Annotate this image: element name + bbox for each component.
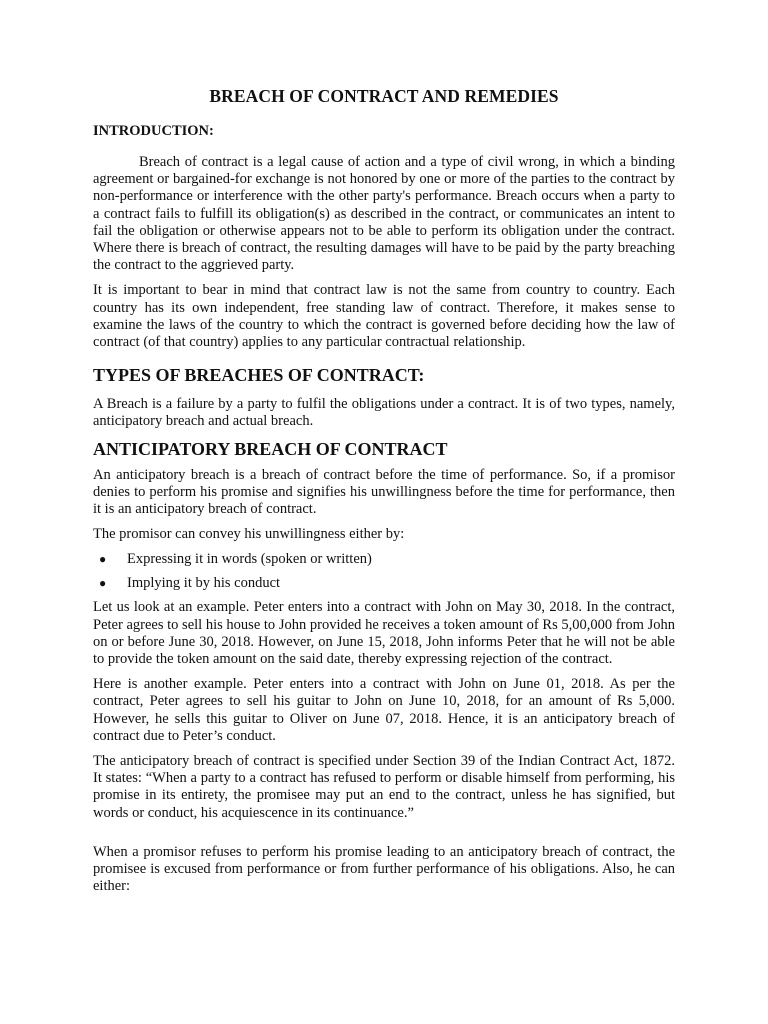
list-item-text: Expressing it in words (spoken or written) (127, 551, 372, 568)
list-item-text: Implying it by his conduct (127, 575, 281, 592)
bullet-icon: ● (99, 552, 107, 567)
bullet-icon: ● (99, 576, 107, 591)
introduction-paragraph-2: It is important to bear in mind that contract law is not the same from country to country. Each country has its own independent, free standing law of contract. Therefore, it makes sense to examine the laws of the country to which the contract is governed before deciding how the law of contract (of that country) applies to any particular contractual relationship. (93, 282, 675, 351)
example-paragraph-1: Let us look at an example. Peter enters into a contract with John on May 30, 2018. In the contract, Peter agrees to sell his house to John provided he receives a token amount of Rs 5,00,000 from John on or before June 30, 2018. However, on June 15, 2018, John informs Peter that he will not be able to provide the token amount on the said date, thereby expressing rejection of the contract. (93, 599, 675, 668)
anticipatory-paragraph-2: The promisor can convey his unwillingness either by: (93, 526, 405, 543)
types-paragraph: A Breach is a failure by a party to fulfil the obligations under a contract. It is of two types, namely, anticipatory breach and actual breach. (93, 396, 675, 430)
unwillingness-list (93, 551, 675, 592)
document-page (93, 86, 675, 904)
types-heading: TYPES OF BREACHES OF CONTRACT: (93, 365, 425, 386)
document-title: BREACH OF CONTRACT AND REMEDIES (209, 86, 559, 106)
anticipatory-paragraph-1: An anticipatory breach is a breach of contract before the time of performance. So, if a promisor denies to perform his promise and signifies his unwillingness before the time for performance, then it is an anticipatory breach of contract. (93, 466, 675, 518)
introduction-heading: INTRODUCTION: (93, 123, 214, 139)
list-item (93, 575, 675, 592)
refusal-paragraph: When a promisor refuses to perform his promise leading to an anticipatory breach of contract, the promisee is excused from performance or from further performance of his obligations. Also, he can either: (93, 843, 675, 895)
introduction-paragraph-1: Breach of contract is a legal cause of action and a type of civil wrong, in which a binding agreement or bargained-for exchange is not honored by one or more of the parties to the contract by non-performance or interference with the other party's performance. Breach occurs when a party to a contract fails to fulfill its obligation(s) as described in the contract, or communicates an intent to fail the obligation or otherwise appears not to be able to perform its obligation under the contract. Where there is breach of contract, the resulting damages will have to be paid by the party breaching the contract to the aggrieved party. (93, 154, 675, 274)
example-paragraph-2: Here is another example. Peter enters into a contract with John on June 01, 2018. As per the contract, Peter agrees to sell his guitar to John on June 10, 2018, for an amount of Rs 5,000. However, he sells this guitar to Oliver on June 07, 2018. Hence, it is an anticipatory breach of contract due to Peter’s conduct. (93, 676, 675, 744)
paragraph-gap (93, 830, 675, 844)
section-39-paragraph: The anticipatory breach of contract is specified under Section 39 of the Indian Contract Act, 1872. It states: “When a party to a contract has refused to perform or disable himself from performing, his promise in its entirety, the promisee may put an end to the contract, unless he has signified, but words or conduct, his acquiescence in its continuance.” (93, 753, 675, 821)
list-item (93, 551, 675, 568)
anticipatory-heading: ANTICIPATORY BREACH OF CONTRACT (93, 438, 448, 459)
